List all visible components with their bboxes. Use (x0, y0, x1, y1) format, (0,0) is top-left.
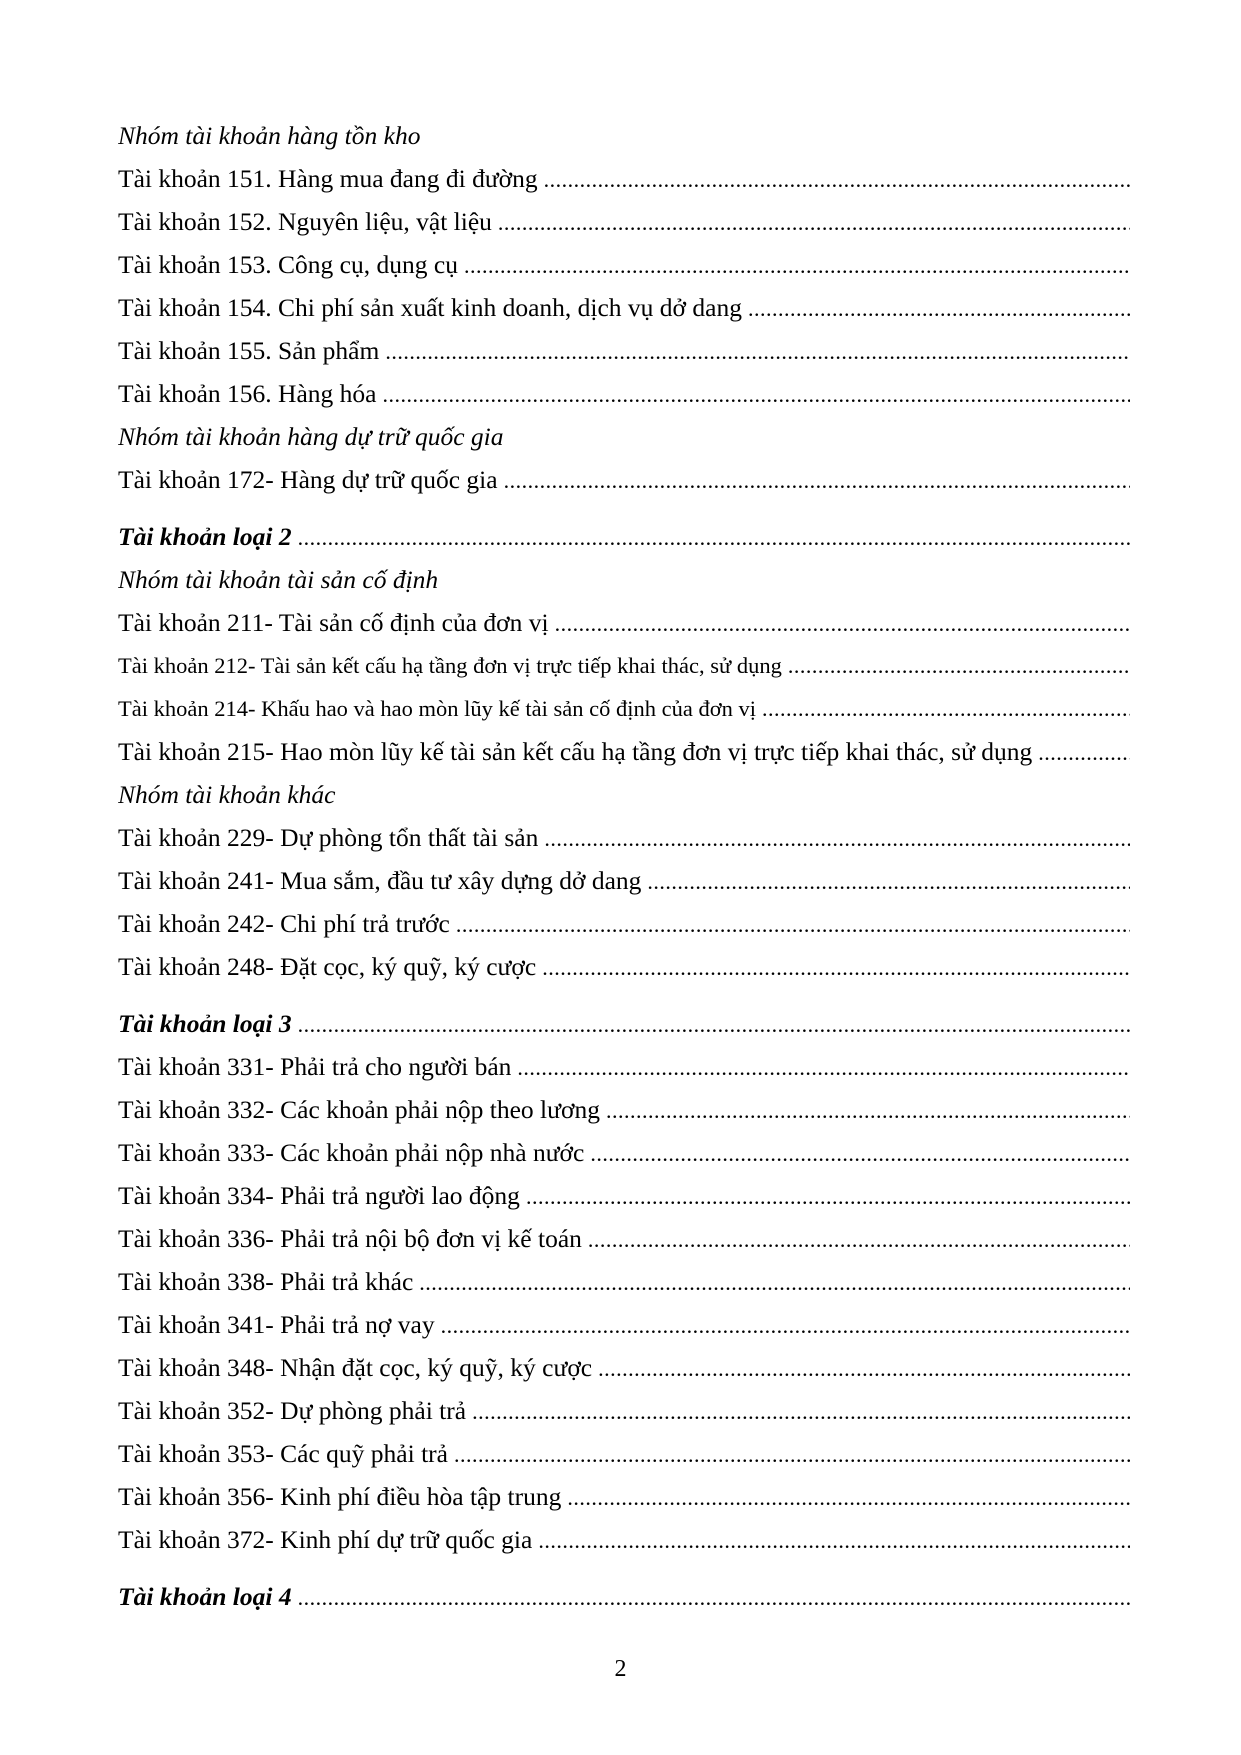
toc-entry[interactable]: Tài khoản 214- Khấu hao và hao mòn lũy kế tài sản cố định của đơn vị ..... (118, 687, 1130, 730)
toc-entry[interactable]: Tài khoản 211- Tài sản cố định của đơn vị ..... (118, 601, 1130, 644)
toc-entry[interactable]: Tài khoản 151. Hàng mua đang đi đường ..... (118, 157, 1130, 200)
toc-entry[interactable]: Tài khoản 242- Chi phí trả trước ..... (118, 902, 1130, 945)
toc-group-heading: Nhóm tài khoản tài sản cố định (118, 565, 439, 594)
toc-entry[interactable]: Tài khoản 229- Dự phòng tổn thất tài sản ..... (118, 816, 1130, 859)
toc-section-heading[interactable]: Tài khoản loại 3 ..... (118, 1002, 1130, 1045)
toc-entry[interactable]: Tài khoản 372- Kinh phí dự trữ quốc gia ..... (118, 1518, 1130, 1561)
toc-entry[interactable]: Tài khoản 154. Chi phí sản xuất kinh doanh, dịch vụ dở dang ..... (118, 286, 1130, 329)
page-number: 2 (614, 1656, 627, 1682)
toc-group-heading: Nhóm tài khoản hàng tồn kho (118, 121, 421, 150)
toc-entry[interactable]: Tài khoản 352- Dự phòng phải trả ..... (118, 1389, 1130, 1432)
toc-entry[interactable]: Tài khoản 333- Các khoản phải nộp nhà nước ..... (118, 1131, 1130, 1174)
toc-entry[interactable]: Tài khoản 338- Phải trả khác ..... (118, 1260, 1130, 1303)
toc-entry[interactable]: Tài khoản 331- Phải trả cho người bán ..... (118, 1045, 1130, 1088)
toc-entry[interactable]: Tài khoản 152. Nguyên liệu, vật liệu ..... (118, 200, 1130, 243)
toc-entry[interactable]: Tài khoản 155. Sản phẩm ..... (118, 329, 1130, 372)
toc-section-heading[interactable]: Tài khoản loại 4 ..... (118, 1575, 1130, 1618)
toc-entry[interactable]: Tài khoản 156. Hàng hóa ..... (118, 372, 1130, 415)
toc-entry[interactable]: Tài khoản 356- Kinh phí điều hòa tập trung ..... (118, 1475, 1130, 1518)
toc-entry[interactable]: Tài khoản 334- Phải trả người lao động ..... (118, 1174, 1130, 1217)
toc-group-heading: Nhóm tài khoản khác (118, 780, 336, 809)
toc-entry[interactable]: Tài khoản 172- Hàng dự trữ quốc gia ..... (118, 458, 1130, 501)
toc-entry[interactable]: Tài khoản 341- Phải trả nợ vay ..... (118, 1303, 1130, 1346)
toc-entry[interactable]: Tài khoản 353- Các quỹ phải trả ..... (118, 1432, 1130, 1475)
toc-group-heading: Nhóm tài khoản hàng dự trữ quốc gia (118, 422, 504, 451)
toc-entry[interactable]: Tài khoản 212- Tài sản kết cấu hạ tầng đơn vị trực tiếp khai thác, sử dụng ..... (118, 644, 1130, 687)
table-of-contents (118, 114, 1130, 1618)
toc-entry[interactable]: Tài khoản 248- Đặt cọc, ký quỹ, ký cược ..... (118, 945, 1130, 988)
toc-entry[interactable]: Tài khoản 215- Hao mòn lũy kế tài sản kết cấu hạ tầng đơn vị trực tiếp khai thác, sử dụng ..... (118, 730, 1130, 773)
toc-entry[interactable]: Tài khoản 336- Phải trả nội bộ đơn vị kế toán ..... (118, 1217, 1130, 1260)
toc-entry[interactable]: Tài khoản 241- Mua sắm, đầu tư xây dựng dở dang ..... (118, 859, 1130, 902)
toc-entry[interactable]: Tài khoản 153. Công cụ, dụng cụ ..... (118, 243, 1130, 286)
toc-entry[interactable]: Tài khoản 332- Các khoản phải nộp theo lương ..... (118, 1088, 1130, 1131)
toc-section-heading[interactable]: Tài khoản loại 2 ..... (118, 515, 1130, 558)
toc-entry[interactable]: Tài khoản 348- Nhận đặt cọc, ký quỹ, ký cược ..... (118, 1346, 1130, 1389)
